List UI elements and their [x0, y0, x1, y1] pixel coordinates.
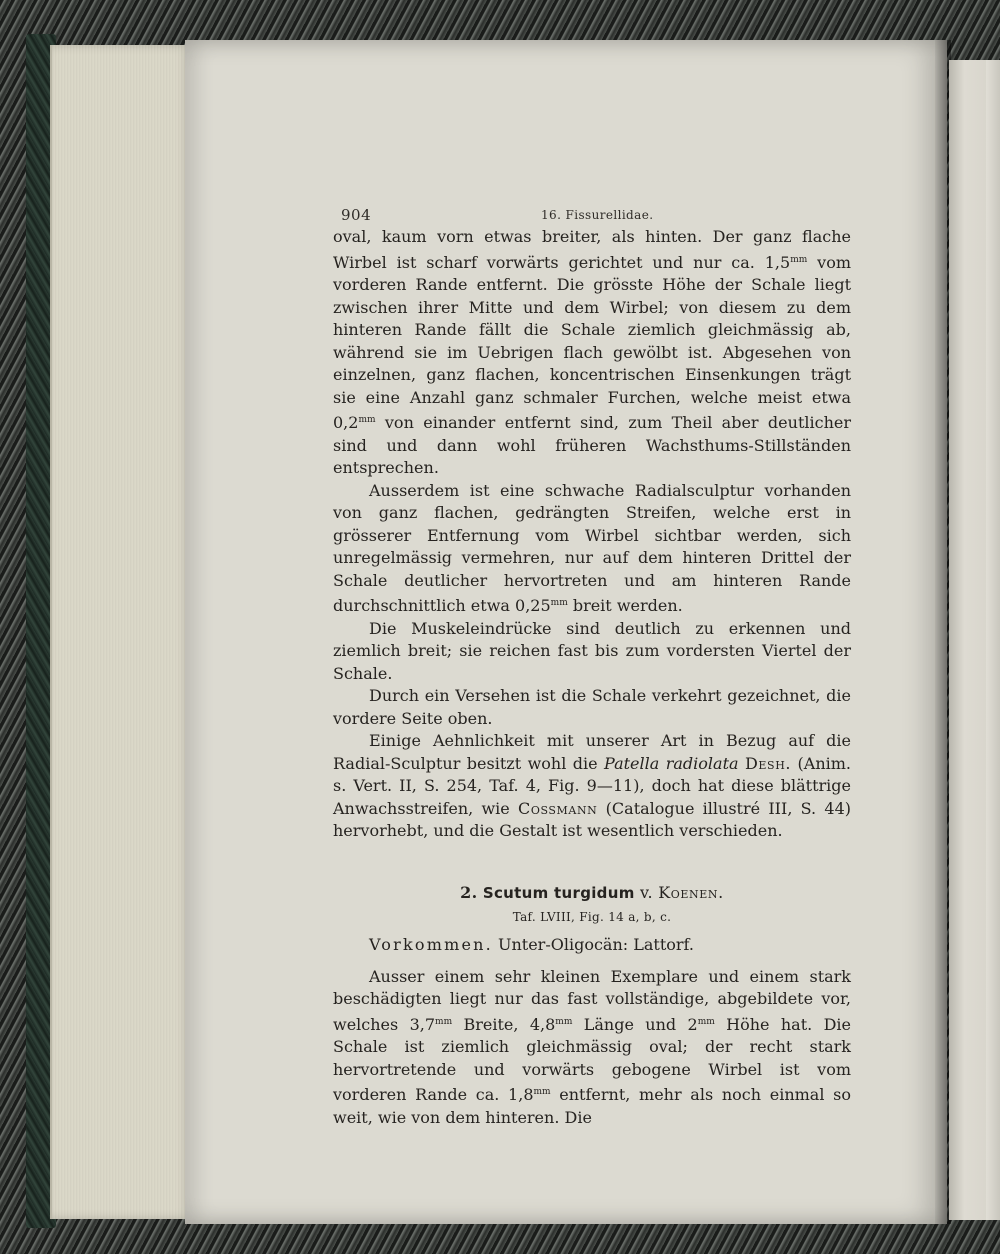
section-species: Scutum turgidum: [482, 883, 635, 902]
section-author: Koenen.: [658, 882, 724, 902]
text-run: oval, kaum vorn etwas breiter, als hinten. Der ganz flache Wirbel ist scharf vorwärts gerichtet und nur ca. 1,5: [333, 227, 851, 272]
text-run: (Catalogue illustré III, S. 44) hervorhebt, und die Gestalt ist wesentlich verschieden.: [333, 798, 851, 840]
text-run: Höhe hat. Die Schale ist ziemlich gleichmässig oval; der recht stark hervortretende und vorwärts gebogene Wirbel ist vom vorderen Rande ca. 1,8: [333, 1014, 852, 1104]
page-number: 904: [341, 206, 372, 224]
section-heading: [333, 883, 851, 902]
unit-mm: mm: [550, 598, 568, 608]
unit-mm: mm: [358, 415, 376, 425]
paragraph-radial-sculpture: [333, 480, 851, 618]
text-run: Ausser einem sehr kleinen Exemplare und einem stark beschädigten liegt nur das fast vollständige, abgebildete vor, welches 3,7: [333, 966, 851, 1034]
unit-mm: mm: [555, 1016, 573, 1027]
text-run: Länge und 2: [572, 1014, 698, 1034]
unit-mm: mm: [697, 1016, 715, 1027]
text-run: Einige Aehnlichkeit mit unserer Art in Bezug auf die Radial-Sculptur besitzt wohl die: [333, 731, 851, 773]
text-run: Ausserdem ist eine schwache Radialsculptur vorhanden von ganz flachen, gedrängten Streifen, welche erst in grösserer Entfernung vom Wirbel sichtbar werden, sich unregelmässig vermehren, nur auf dem hinteren Drittel der Schale deutlicher hervortreten und am hinteren Rande durchschnittlich etwa 0,25: [333, 480, 851, 615]
text-run: entfernt, mehr als noch einmal so weit, wie von dem hinteren. Die: [333, 1085, 851, 1127]
running-head: 16. Fissurellidae.: [541, 208, 654, 222]
paragraph-muscle-scars: Die Muskeleindrücke sind deutlich zu erkennen und ziemlich breit; sie reichen fast bis zum vordersten Viertel der Schale.: [333, 618, 851, 683]
unit-mm: mm: [790, 254, 808, 265]
occurrence-value: Unter-Oligocän: Lattorf.: [492, 934, 694, 954]
text-run: breit werden.: [567, 596, 683, 615]
text-run: Breite, 4,8: [452, 1014, 556, 1034]
unit-mm: mm: [533, 1087, 551, 1097]
occurrence-label: Vorkommen.: [369, 934, 493, 954]
section-number: 2.: [460, 882, 478, 902]
text-run: von einander entfernt sind, zum Theil aber deutlicher sind und dann wohl früheren Wachsthums-Stillständen entsprechen.: [333, 413, 851, 477]
page-content: [333, 200, 851, 1129]
species-name: Patella radiolata: [604, 753, 739, 773]
text-run: vom vorderen Rande entfernt. Die grösste Höhe der Schale liegt zwischen ihrer Mitte und dem Wirbel; von diesem zu dem hinteren Rande fällt die Schale ziemlich gleichmässig ab, während sie im Uebrigen flach gewölbt ist. Abgesehen von einzelnen, ganz flachen, koncentrischen Einsenkungen trägt sie eine Anzahl ganz schmaler Furchen, welche meist etwa 0,2: [333, 252, 852, 432]
paragraph-specimens: [333, 966, 851, 1130]
author-name: Desh.: [745, 753, 792, 773]
paragraph-drawing-note: Durch ein Versehen ist die Schale verkehrt gezeichnet, die vordere Seite oben.: [333, 686, 851, 728]
paragraph-comparison: [333, 730, 851, 843]
paragraph-shell-description: [333, 226, 851, 480]
plate-reference: Taf. LVIII, Fig. 14 a, b, c.: [512, 909, 672, 924]
text-run: (Anim. s. Vert. II, S. 254, Taf. 4, Fig. 9—11), doch hat diese blättrige Anwachsstreifen, wie: [333, 753, 851, 818]
page-edges: [50, 45, 192, 1219]
page-header: [333, 200, 851, 226]
facing-page-sliver: [986, 60, 1000, 1220]
author-prefix: v.: [640, 882, 653, 902]
occurrence-line: [333, 934, 851, 956]
author-name: Cossmann: [518, 798, 598, 818]
unit-mm: mm: [435, 1016, 453, 1027]
